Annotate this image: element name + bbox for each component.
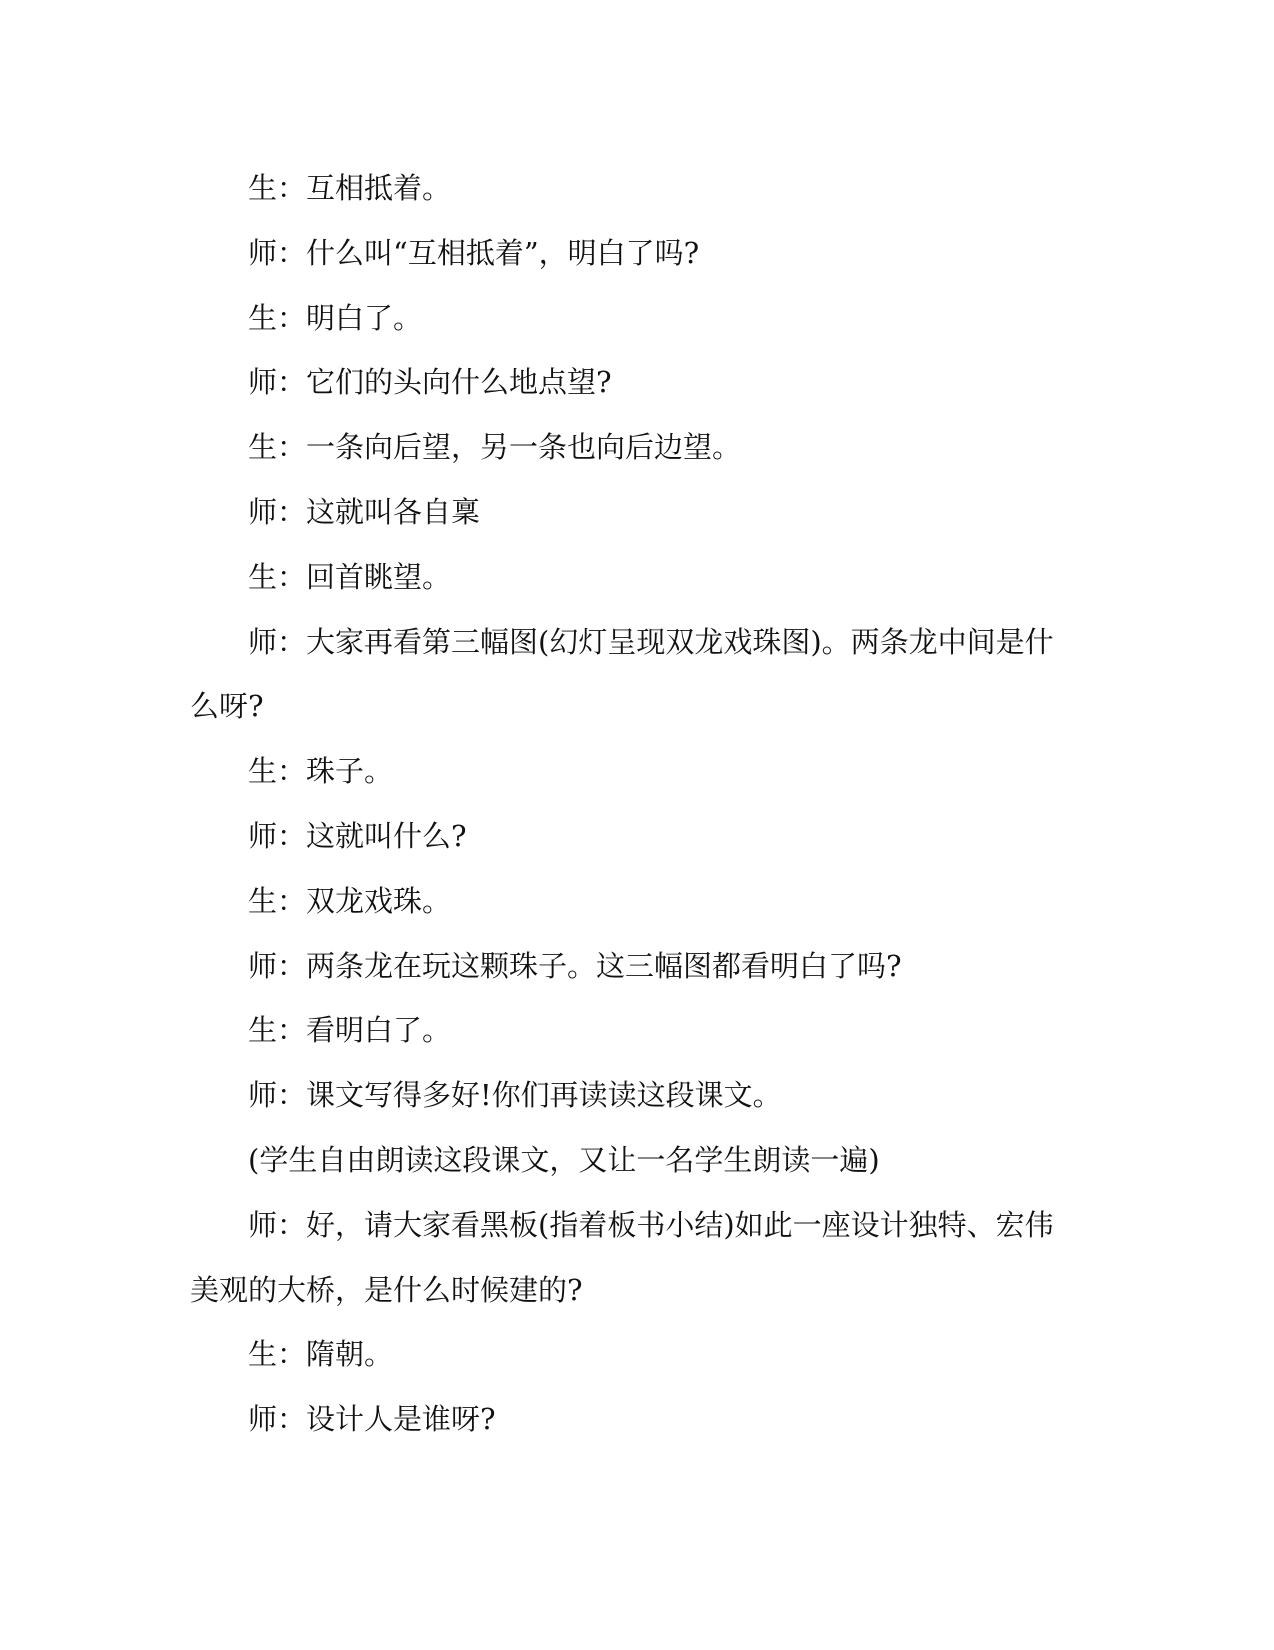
paragraph: 生：一条向后望，另一条也向后边望。 [248, 430, 742, 465]
paragraph: (学生自由朗读这段课文，又让一名学生朗读一遍) [248, 1142, 880, 1177]
paragraph: 师：这就叫什么? [248, 818, 467, 853]
paragraph: 生：看明白了。 [248, 1013, 452, 1048]
paragraph: 生：明白了。 [248, 300, 423, 335]
paragraph: 生：隋朝。 [248, 1337, 394, 1372]
paragraph: 师：它们的头向什么地点望? [248, 365, 612, 400]
paragraph: 生：互相抵着。 [248, 171, 452, 205]
paragraph: 师：好，请大家看黑板(指着板书小结)如此一座设计独特、宏伟美观的大桥，是什么时候建的? [190, 1207, 1054, 1307]
paragraph: 师：两条龙在玩这颗珠子。这三幅图都看明白了吗? [248, 948, 902, 983]
paragraph: 师：设计人是谁呀? [248, 1402, 496, 1437]
paragraph: 生：珠子。 [248, 754, 394, 789]
paragraph: 生：回首眺望。 [248, 559, 452, 594]
paragraph: 师：什么叫“互相抵着”，明白了吗? [248, 235, 700, 270]
paragraph: 师：课文写得多好!你们再读读这段课文。 [248, 1078, 782, 1113]
paragraph: 师：大家再看第三幅图(幻灯呈现双龙戏珠图)。两条龙中间是什么呀? [190, 624, 1054, 724]
paragraph: 生：双龙戏珠。 [248, 883, 452, 918]
document-body [190, 156, 1070, 1452]
paragraph: 师：这就叫各自稟 [248, 494, 481, 529]
